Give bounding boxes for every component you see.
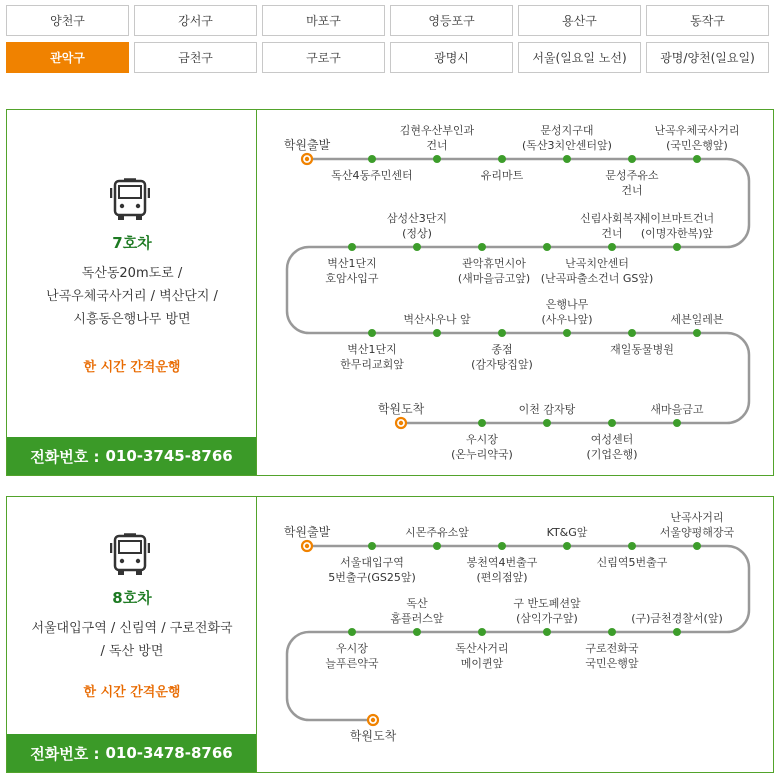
stop-dot	[413, 628, 421, 636]
route-card-7	[6, 109, 774, 476]
tab-mapo[interactable]: 마포구	[262, 5, 385, 36]
stop-label: 늘푸른약국	[325, 657, 379, 670]
interval-note: 한 시간 간격운행	[83, 685, 181, 700]
stop-dot	[563, 155, 571, 163]
stop-label: 구 반도페션앞	[513, 597, 581, 610]
stop-label: 김현우산부인과	[399, 124, 475, 137]
stop-dot	[413, 243, 421, 251]
marker-core	[305, 544, 309, 548]
route-map	[257, 110, 773, 475]
route-description	[19, 617, 245, 663]
route-info-panel	[7, 110, 257, 475]
bus-icon	[110, 533, 150, 577]
stop-label: (감자탕집앞)	[471, 358, 533, 371]
stop-dot	[543, 243, 551, 251]
stop-label: 건너	[426, 139, 448, 152]
route-desc-line: 난곡우체국사거리 / 벽산단지 /	[46, 289, 218, 304]
stop-label: 5번출구(GS25앞)	[328, 571, 416, 584]
stop-label: 학원출발	[283, 525, 331, 539]
stop-label: (독산3치안센터앞)	[522, 139, 612, 152]
stop-dot	[563, 329, 571, 337]
stop-dot	[608, 243, 616, 251]
stop-dot	[693, 542, 701, 550]
stop-label: 은행나무	[545, 298, 589, 311]
route-map	[257, 497, 773, 772]
stop-label: 학원도착	[349, 729, 397, 743]
stop-dot	[673, 243, 681, 251]
stop-label: 유리마트	[480, 169, 524, 182]
phone-label: 전화번호 :	[30, 447, 100, 466]
car-name: 8호차	[112, 589, 152, 607]
stop-label: 벽산1단지	[347, 343, 397, 356]
stop-label: 신림사회복지	[580, 212, 644, 225]
stop-label: 벽산1단지	[327, 257, 377, 270]
stop-label: (이명자한복)앞	[640, 227, 714, 240]
stop-label: 벽산사우나 앞	[403, 313, 471, 326]
stop-dot	[348, 243, 356, 251]
stop-label: (국민은행앞)	[666, 139, 728, 152]
stop-dot	[628, 329, 636, 337]
tab-yeongdeungpo[interactable]: 영등포구	[390, 5, 513, 36]
phone-number[interactable]: 010-3745-8766	[105, 447, 233, 465]
stop-dot	[543, 628, 551, 636]
stop-label: 세이브마트건너	[639, 212, 715, 225]
stop-label: 새마을금고	[650, 403, 704, 416]
stop-label: 시몬주유소앞	[405, 526, 469, 539]
stop-label: 신림역5번출구	[596, 556, 668, 569]
stop-label: 메이퀸앞	[460, 657, 504, 670]
stop-dot	[433, 542, 441, 550]
tab-seoul-sunday[interactable]: 서울(일요일 노선)	[518, 42, 641, 73]
tab-dongjak[interactable]: 동작구	[646, 5, 769, 36]
stop-dot	[368, 155, 376, 163]
stop-label: 문성지구대	[540, 124, 594, 137]
stop-label: 호암사입구	[325, 272, 379, 285]
stop-label: 세븐일레븐	[670, 313, 724, 326]
stop-dot	[368, 329, 376, 337]
stop-dot	[628, 155, 636, 163]
tab-yangcheon[interactable]: 양천구	[6, 5, 129, 36]
stop-label: 국민은행앞	[585, 657, 639, 670]
stop-label: (기업은행)	[586, 448, 638, 461]
route-desc-line: / 독산 방면	[100, 644, 164, 659]
stop-dot	[368, 542, 376, 550]
stop-label: 난곡우체국사거리	[654, 124, 740, 137]
stop-dot	[563, 542, 571, 550]
phone-number[interactable]: 010-3478-8766	[105, 744, 233, 762]
tab-gwangmyeong[interactable]: 광명시	[390, 42, 513, 73]
stop-label: 학원도착	[377, 402, 425, 416]
tab-guro[interactable]: 구로구	[262, 42, 385, 73]
stop-dot	[693, 155, 701, 163]
stop-label: 재일동물병원	[610, 343, 674, 356]
stop-dot	[693, 329, 701, 337]
stop-label: 건너	[601, 227, 623, 240]
interval-note: 한 시간 간격운행	[83, 360, 181, 375]
stop-label: (삼익가구앞)	[516, 612, 578, 625]
stop-label: 서울양평해장국	[659, 526, 735, 539]
stop-dot	[608, 628, 616, 636]
stop-label: 종점	[491, 343, 513, 356]
marker-core	[305, 157, 309, 161]
stop-label: 서울대입구역	[340, 556, 404, 569]
stop-label: 우시장	[336, 642, 368, 655]
tab-geumcheon[interactable]: 금천구	[134, 42, 257, 73]
stop-label: (온누리약국)	[451, 448, 513, 461]
stop-dot	[433, 329, 441, 337]
stop-label: (정상)	[402, 227, 432, 240]
stop-dot	[433, 155, 441, 163]
stop-label: 학원출발	[283, 138, 331, 152]
stop-dot	[348, 628, 356, 636]
stop-label: (편의점앞)	[476, 571, 528, 584]
stop-label: 한무리교회앞	[340, 358, 404, 371]
stop-label: (사우나앞)	[541, 313, 593, 326]
stop-dot	[498, 329, 506, 337]
route-description	[19, 262, 245, 331]
stop-dot	[498, 155, 506, 163]
stop-dot	[498, 542, 506, 550]
tab-gwanak[interactable]: 관악구	[6, 42, 129, 73]
stop-label: (구)금천경찰서(앞)	[631, 612, 723, 625]
stop-label: (난곡파출소건너 GS앞)	[540, 272, 654, 285]
tab-yongsan[interactable]: 용산구	[518, 5, 641, 36]
stop-label: 관악휴먼시아	[462, 257, 526, 270]
tab-gangseo[interactable]: 강서구	[134, 5, 257, 36]
stop-dot	[478, 243, 486, 251]
marker-core	[371, 718, 375, 722]
stop-label: KT&G앞	[546, 526, 588, 539]
stop-label: 독산사거리	[455, 642, 509, 655]
stop-dot	[478, 628, 486, 636]
stop-dot	[543, 419, 551, 427]
stop-label: 문성주유소	[605, 169, 659, 182]
marker-core	[399, 421, 403, 425]
stop-label: 이천 감자탕	[518, 403, 576, 416]
route-info-panel	[7, 497, 257, 772]
stop-label: 홈플러스앞	[390, 612, 444, 625]
car-name: 7호차	[112, 234, 152, 252]
route-card-8	[6, 496, 774, 773]
bus-icon	[110, 178, 150, 222]
stop-label: 여성센터	[590, 433, 634, 446]
tab-gwangmyeong-yangcheon-sunday[interactable]: 광명/양천(일요일)	[646, 42, 769, 73]
stop-dot	[478, 419, 486, 427]
stop-label: 건너	[621, 184, 643, 197]
stop-label: 삼성산3단지	[386, 212, 448, 225]
stop-label: 봉천역4번출구	[466, 556, 538, 569]
stop-label: 난곡사거리	[670, 511, 724, 524]
stop-label: 독산	[406, 597, 428, 610]
stop-label: 구로전화국	[585, 642, 639, 655]
stop-dot	[673, 628, 681, 636]
stop-dot	[628, 542, 636, 550]
stop-label: 난곡치안센터	[565, 257, 629, 270]
phone-bar	[7, 437, 256, 475]
stop-label: 독산4동주민센터	[331, 169, 413, 182]
phone-label: 전화번호 :	[30, 744, 100, 763]
route-desc-line: 독산동20m도로 /	[81, 266, 183, 281]
stop-dot	[673, 419, 681, 427]
stop-label: (새마을금고앞)	[457, 272, 531, 285]
route-desc-line: 시흥동은행나무 방면	[73, 312, 191, 327]
route-line	[287, 159, 749, 423]
stop-dot	[608, 419, 616, 427]
stop-label: 우시장	[466, 433, 498, 446]
route-desc-line: 서울대입구역 / 신림역 / 구로전화국	[31, 621, 233, 636]
phone-bar	[7, 734, 256, 772]
